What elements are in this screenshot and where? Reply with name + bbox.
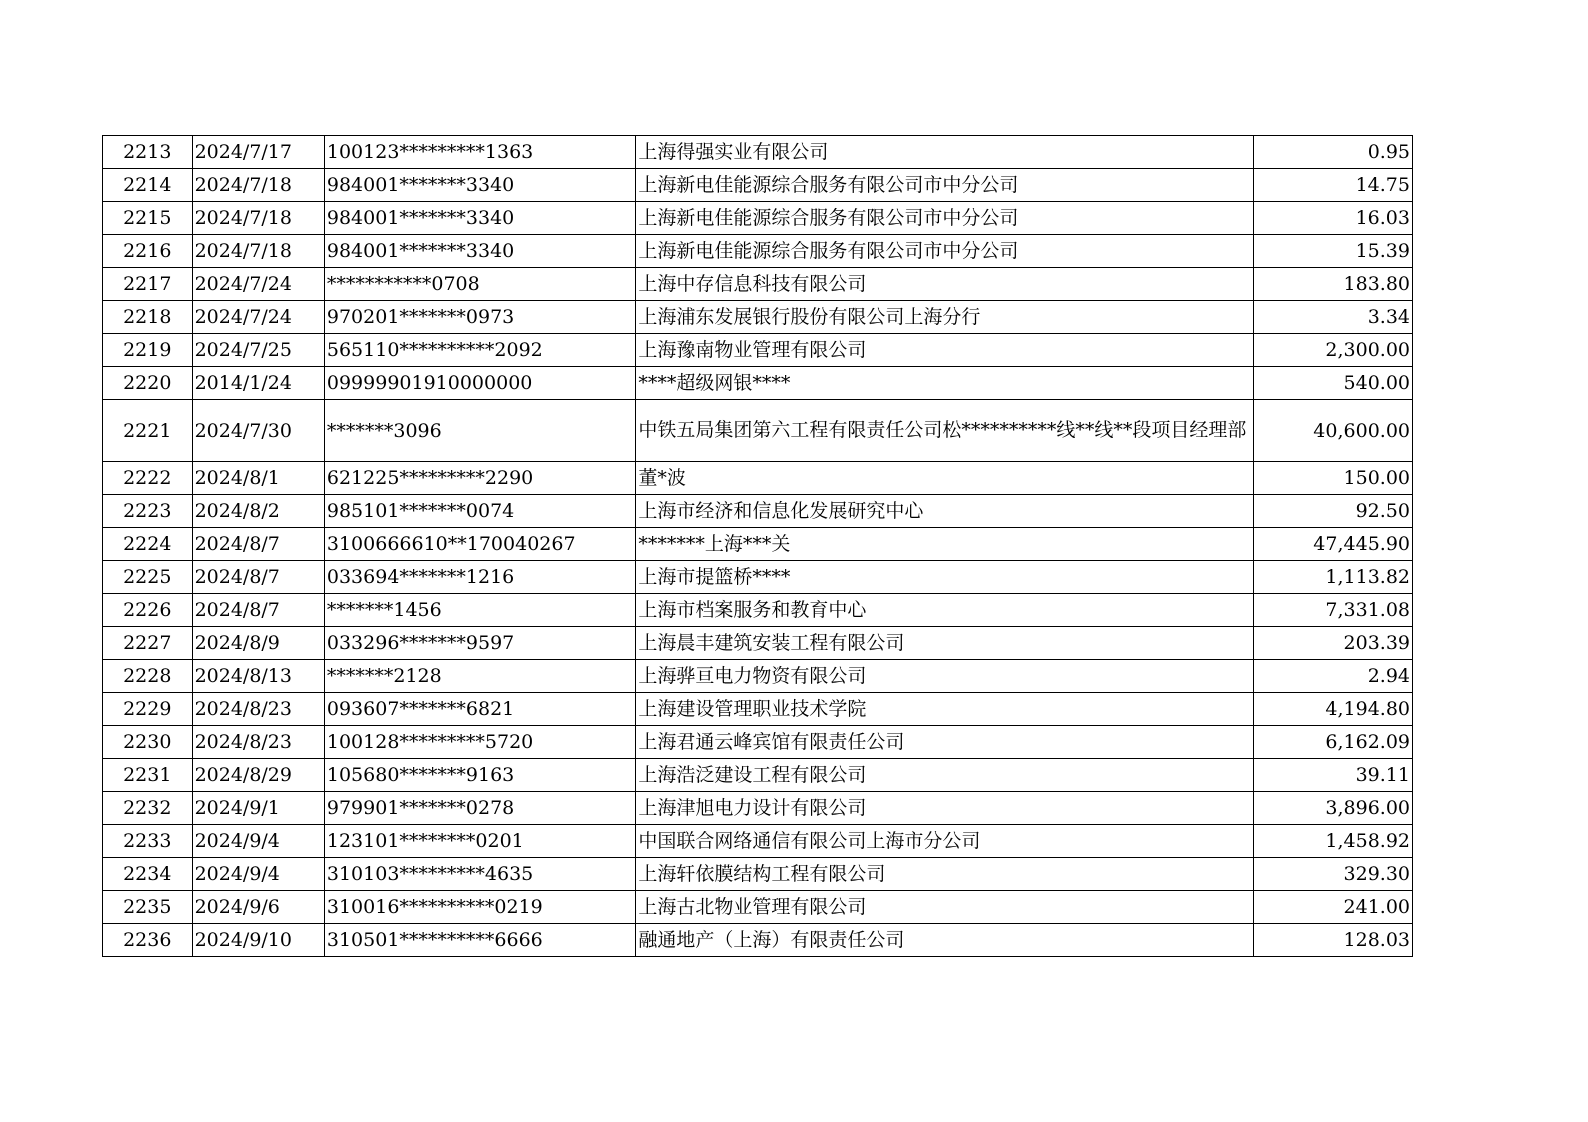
row-number-cell: 2219 bbox=[103, 334, 193, 367]
table-row bbox=[103, 334, 1413, 367]
amount-cell: 540.00 bbox=[1254, 367, 1413, 400]
account-number-cell: 565110**********2092 bbox=[324, 334, 635, 367]
amount-cell: 6,162.09 bbox=[1254, 726, 1413, 759]
amount-cell: 15.39 bbox=[1254, 235, 1413, 268]
table-row bbox=[103, 235, 1413, 268]
amount-cell: 7,331.08 bbox=[1254, 594, 1413, 627]
date-cell: 2024/9/4 bbox=[192, 825, 324, 858]
payee-name-cell: 上海得强实业有限公司 bbox=[636, 136, 1254, 169]
amount-cell: 0.95 bbox=[1254, 136, 1413, 169]
date-cell: 2024/9/1 bbox=[192, 792, 324, 825]
account-number-cell: 100123*********1363 bbox=[324, 136, 635, 169]
date-cell: 2024/9/10 bbox=[192, 924, 324, 957]
amount-cell: 2,300.00 bbox=[1254, 334, 1413, 367]
table-row bbox=[103, 202, 1413, 235]
amount-cell: 3.34 bbox=[1254, 301, 1413, 334]
row-number-cell: 2218 bbox=[103, 301, 193, 334]
payee-name-cell: 上海市档案服务和教育中心 bbox=[636, 594, 1254, 627]
date-cell: 2024/8/9 bbox=[192, 627, 324, 660]
date-cell: 2024/7/25 bbox=[192, 334, 324, 367]
amount-cell: 4,194.80 bbox=[1254, 693, 1413, 726]
table-row bbox=[103, 726, 1413, 759]
amount-cell: 203.39 bbox=[1254, 627, 1413, 660]
table-row bbox=[103, 660, 1413, 693]
amount-cell: 16.03 bbox=[1254, 202, 1413, 235]
payee-name-cell: ****超级网银**** bbox=[636, 367, 1254, 400]
account-number-cell: 984001*******3340 bbox=[324, 169, 635, 202]
account-number-cell: 985101*******0074 bbox=[324, 495, 635, 528]
payee-name-cell: 中铁五局集团第六工程有限责任公司松**********线**线**段项目经理部 bbox=[636, 400, 1254, 462]
date-cell: 2024/7/24 bbox=[192, 268, 324, 301]
account-number-cell: 093607*******6821 bbox=[324, 693, 635, 726]
amount-cell: 14.75 bbox=[1254, 169, 1413, 202]
account-number-cell: 123101********0201 bbox=[324, 825, 635, 858]
date-cell: 2024/7/18 bbox=[192, 235, 324, 268]
row-number-cell: 2214 bbox=[103, 169, 193, 202]
amount-cell: 92.50 bbox=[1254, 495, 1413, 528]
row-number-cell: 2230 bbox=[103, 726, 193, 759]
date-cell: 2024/8/7 bbox=[192, 528, 324, 561]
row-number-cell: 2233 bbox=[103, 825, 193, 858]
amount-cell: 329.30 bbox=[1254, 858, 1413, 891]
payee-name-cell: 上海古北物业管理有限公司 bbox=[636, 891, 1254, 924]
amount-cell: 241.00 bbox=[1254, 891, 1413, 924]
account-number-cell: 984001*******3340 bbox=[324, 202, 635, 235]
date-cell: 2024/8/13 bbox=[192, 660, 324, 693]
row-number-cell: 2225 bbox=[103, 561, 193, 594]
amount-cell: 3,896.00 bbox=[1254, 792, 1413, 825]
payee-name-cell: 上海豫南物业管理有限公司 bbox=[636, 334, 1254, 367]
payee-name-cell: 上海浦东发展银行股份有限公司上海分行 bbox=[636, 301, 1254, 334]
row-number-cell: 2228 bbox=[103, 660, 193, 693]
amount-cell: 150.00 bbox=[1254, 462, 1413, 495]
row-number-cell: 2232 bbox=[103, 792, 193, 825]
date-cell: 2024/8/1 bbox=[192, 462, 324, 495]
amount-cell: 1,458.92 bbox=[1254, 825, 1413, 858]
date-cell: 2024/7/30 bbox=[192, 400, 324, 462]
payee-name-cell: 上海市经济和信息化发展研究中心 bbox=[636, 495, 1254, 528]
table-row bbox=[103, 136, 1413, 169]
payee-name-cell: 融通地产（上海）有限责任公司 bbox=[636, 924, 1254, 957]
date-cell: 2024/8/23 bbox=[192, 693, 324, 726]
row-number-cell: 2236 bbox=[103, 924, 193, 957]
table-row bbox=[103, 792, 1413, 825]
amount-cell: 39.11 bbox=[1254, 759, 1413, 792]
table-row bbox=[103, 594, 1413, 627]
date-cell: 2014/1/24 bbox=[192, 367, 324, 400]
table-row bbox=[103, 528, 1413, 561]
row-number-cell: 2221 bbox=[103, 400, 193, 462]
account-number-cell: *******2128 bbox=[324, 660, 635, 693]
account-number-cell: *******1456 bbox=[324, 594, 635, 627]
row-number-cell: 2224 bbox=[103, 528, 193, 561]
date-cell: 2024/8/2 bbox=[192, 495, 324, 528]
payee-name-cell: 中国联合网络通信有限公司上海市分公司 bbox=[636, 825, 1254, 858]
date-cell: 2024/7/18 bbox=[192, 202, 324, 235]
table-row bbox=[103, 858, 1413, 891]
row-number-cell: 2213 bbox=[103, 136, 193, 169]
account-number-cell: 621225*********2290 bbox=[324, 462, 635, 495]
account-number-cell: ***********0708 bbox=[324, 268, 635, 301]
table-row bbox=[103, 268, 1413, 301]
account-number-cell: 105680*******9163 bbox=[324, 759, 635, 792]
row-number-cell: 2216 bbox=[103, 235, 193, 268]
row-number-cell: 2215 bbox=[103, 202, 193, 235]
ledger-table bbox=[102, 135, 1413, 957]
row-number-cell: 2220 bbox=[103, 367, 193, 400]
payee-name-cell: 上海晨丰建筑安装工程有限公司 bbox=[636, 627, 1254, 660]
table-row bbox=[103, 693, 1413, 726]
table-row bbox=[103, 495, 1413, 528]
payee-name-cell: 上海新电佳能源综合服务有限公司市中分公司 bbox=[636, 169, 1254, 202]
row-number-cell: 2231 bbox=[103, 759, 193, 792]
table-row bbox=[103, 627, 1413, 660]
table-row bbox=[103, 891, 1413, 924]
table-row bbox=[103, 367, 1413, 400]
row-number-cell: 2222 bbox=[103, 462, 193, 495]
payee-name-cell: 上海新电佳能源综合服务有限公司市中分公司 bbox=[636, 235, 1254, 268]
payee-name-cell: 董*波 bbox=[636, 462, 1254, 495]
payee-name-cell: 上海新电佳能源综合服务有限公司市中分公司 bbox=[636, 202, 1254, 235]
table-row bbox=[103, 169, 1413, 202]
amount-cell: 1,113.82 bbox=[1254, 561, 1413, 594]
date-cell: 2024/8/29 bbox=[192, 759, 324, 792]
amount-cell: 2.94 bbox=[1254, 660, 1413, 693]
payee-name-cell: 上海市提篮桥**** bbox=[636, 561, 1254, 594]
amount-cell: 128.03 bbox=[1254, 924, 1413, 957]
row-number-cell: 2235 bbox=[103, 891, 193, 924]
payee-name-cell: 上海轩依膜结构工程有限公司 bbox=[636, 858, 1254, 891]
date-cell: 2024/8/7 bbox=[192, 594, 324, 627]
account-number-cell: 310501**********6666 bbox=[324, 924, 635, 957]
row-number-cell: 2234 bbox=[103, 858, 193, 891]
date-cell: 2024/8/23 bbox=[192, 726, 324, 759]
account-number-cell: 3100666610**170040267 bbox=[324, 528, 635, 561]
account-number-cell: 310103*********4635 bbox=[324, 858, 635, 891]
amount-cell: 40,600.00 bbox=[1254, 400, 1413, 462]
account-number-cell: 310016**********0219 bbox=[324, 891, 635, 924]
table-row bbox=[103, 462, 1413, 495]
payee-name-cell: 上海骅亘电力物资有限公司 bbox=[636, 660, 1254, 693]
payee-name-cell: 上海建设管理职业技术学院 bbox=[636, 693, 1254, 726]
payee-name-cell: 上海中存信息科技有限公司 bbox=[636, 268, 1254, 301]
account-number-cell: *******3096 bbox=[324, 400, 635, 462]
table-row bbox=[103, 400, 1413, 462]
account-number-cell: 09999901910000000 bbox=[324, 367, 635, 400]
amount-cell: 47,445.90 bbox=[1254, 528, 1413, 561]
account-number-cell: 100128*********5720 bbox=[324, 726, 635, 759]
row-number-cell: 2217 bbox=[103, 268, 193, 301]
account-number-cell: 033296*******9597 bbox=[324, 627, 635, 660]
payee-name-cell: 上海浩泛建设工程有限公司 bbox=[636, 759, 1254, 792]
table-row bbox=[103, 561, 1413, 594]
payee-name-cell: 上海津旭电力设计有限公司 bbox=[636, 792, 1254, 825]
account-number-cell: 033694*******1216 bbox=[324, 561, 635, 594]
table-row bbox=[103, 759, 1413, 792]
date-cell: 2024/9/6 bbox=[192, 891, 324, 924]
table-row bbox=[103, 825, 1413, 858]
date-cell: 2024/8/7 bbox=[192, 561, 324, 594]
row-number-cell: 2227 bbox=[103, 627, 193, 660]
amount-cell: 183.80 bbox=[1254, 268, 1413, 301]
payee-name-cell: 上海君通云峰宾馆有限责任公司 bbox=[636, 726, 1254, 759]
date-cell: 2024/7/24 bbox=[192, 301, 324, 334]
account-number-cell: 984001*******3340 bbox=[324, 235, 635, 268]
ledger-body bbox=[103, 136, 1413, 957]
account-number-cell: 979901*******0278 bbox=[324, 792, 635, 825]
account-number-cell: 970201*******0973 bbox=[324, 301, 635, 334]
date-cell: 2024/7/17 bbox=[192, 136, 324, 169]
table-row bbox=[103, 924, 1413, 957]
date-cell: 2024/7/18 bbox=[192, 169, 324, 202]
date-cell: 2024/9/4 bbox=[192, 858, 324, 891]
payee-name-cell: *******上海***关 bbox=[636, 528, 1254, 561]
row-number-cell: 2229 bbox=[103, 693, 193, 726]
row-number-cell: 2226 bbox=[103, 594, 193, 627]
table-row bbox=[103, 301, 1413, 334]
row-number-cell: 2223 bbox=[103, 495, 193, 528]
